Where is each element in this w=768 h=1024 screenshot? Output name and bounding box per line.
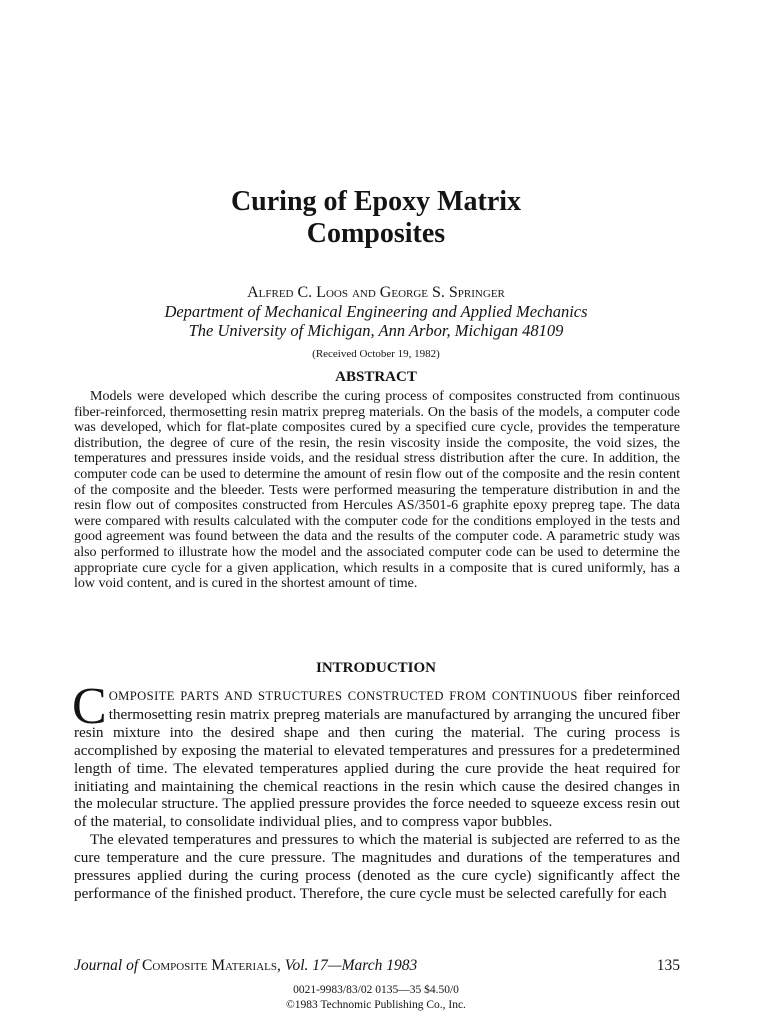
journal-citation	[74, 957, 574, 975]
affiliation-department: Department of Mechanical Engineering and Applied Mechanics	[164, 302, 588, 321]
introduction-paragraph-2: The elevated temperatures and pressures to which the material is subjected are referred to as the cure temperature and the cure pressure. The magnitudes and durations of the temperatures and pressures applied during the curing process (denoted as the cure cycle) significantly affect the performance of the finished product. Therefore, the cure cycle must be selected carefully for each	[74, 831, 680, 902]
author-line	[0, 284, 752, 302]
abstract-heading: ABSTRACT	[335, 369, 417, 385]
lead-in-caps: OMPOSITE PARTS AND STRUCTURES CONSTRUCTED FROM CONTINUOUS	[108, 689, 578, 703]
paragraph-1-text: fiber reinforced thermosetting resin matrix prepreg materials are manufactured by arranging the uncured fiber resin mixture into the desired shape and then curing the material. The curing process is accomplished by exposing the material to elevated temperatures and pressures for a predetermined length of time. The elevated temperatures applied during the cure provide the heat required for initiating and maintaining the chemical reactions in the resin which cause the desired changes in the molecular structure. The applied pressure provides the force needed to squeeze excess resin out of the material, to consolidate individual plies, and to compress vapor bubbles.	[74, 687, 680, 831]
author-1: Alfred C. Loos	[247, 284, 348, 301]
article-title	[0, 186, 752, 250]
journal-prefix: Journal of	[74, 957, 143, 974]
copyright-notice: ©1983 Technomic Publishing Co., Inc.	[286, 999, 466, 1011]
introduction-body	[72, 678, 680, 903]
drop-cap: C	[72, 678, 107, 735]
publication-code: 0021-9983/83/02 0135—35 $4.50/0	[293, 984, 459, 996]
author-2: George S. Springer	[379, 284, 505, 301]
received-date: (Received October 19, 1982)	[312, 348, 440, 360]
journal-name: Composite Materials,	[142, 957, 281, 974]
title-line-1: Curing of Epoxy Matrix	[230, 186, 522, 217]
volume-date: Vol. 17—March 1983	[280, 957, 418, 974]
author-conjunction: and	[351, 284, 376, 301]
title-line-2: Composites	[306, 218, 446, 249]
page-number: 135	[656, 957, 680, 974]
introduction-paragraph-1	[72, 678, 680, 831]
introduction-heading: INTRODUCTION	[315, 660, 436, 676]
abstract-text: Models were developed which describe the curing process of composites constructed from continuous fiber-reinforced, thermosetting resin matrix prepreg materials. On the basis of the models, a computer code was developed, which for flat-plate composites cured by a specified cure cycle, provides the temperature distribution, the degree of cure of the resin, the resin viscosity inside the composite, the void sizes, the temperatures and pressures inside voids, and the residual stress distribution after the cure. In addition, the computer code can be used to determine the amount of resin flow out of the composite and the resin content of the composite and the bleeder. Tests were performed measuring the temperature distribution in and the resin flow out of composites constructed from Hercules AS/3501-6 graphite epoxy prepreg tape. The data were compared with results calculated with the computer code for the conditions employed in the tests and good agreement was found between the data and the results of the computer code. A parametric study was also performed to illustrate how the model and the associated computer code can be used to determine the appropriate cure cycle for a given application, which results in a composite that is cured uniformly, has a low void content, and is cured in the shortest amount of time.	[74, 389, 680, 592]
affiliation-university: The University of Michigan, Ann Arbor, Michigan 48109	[188, 321, 564, 340]
